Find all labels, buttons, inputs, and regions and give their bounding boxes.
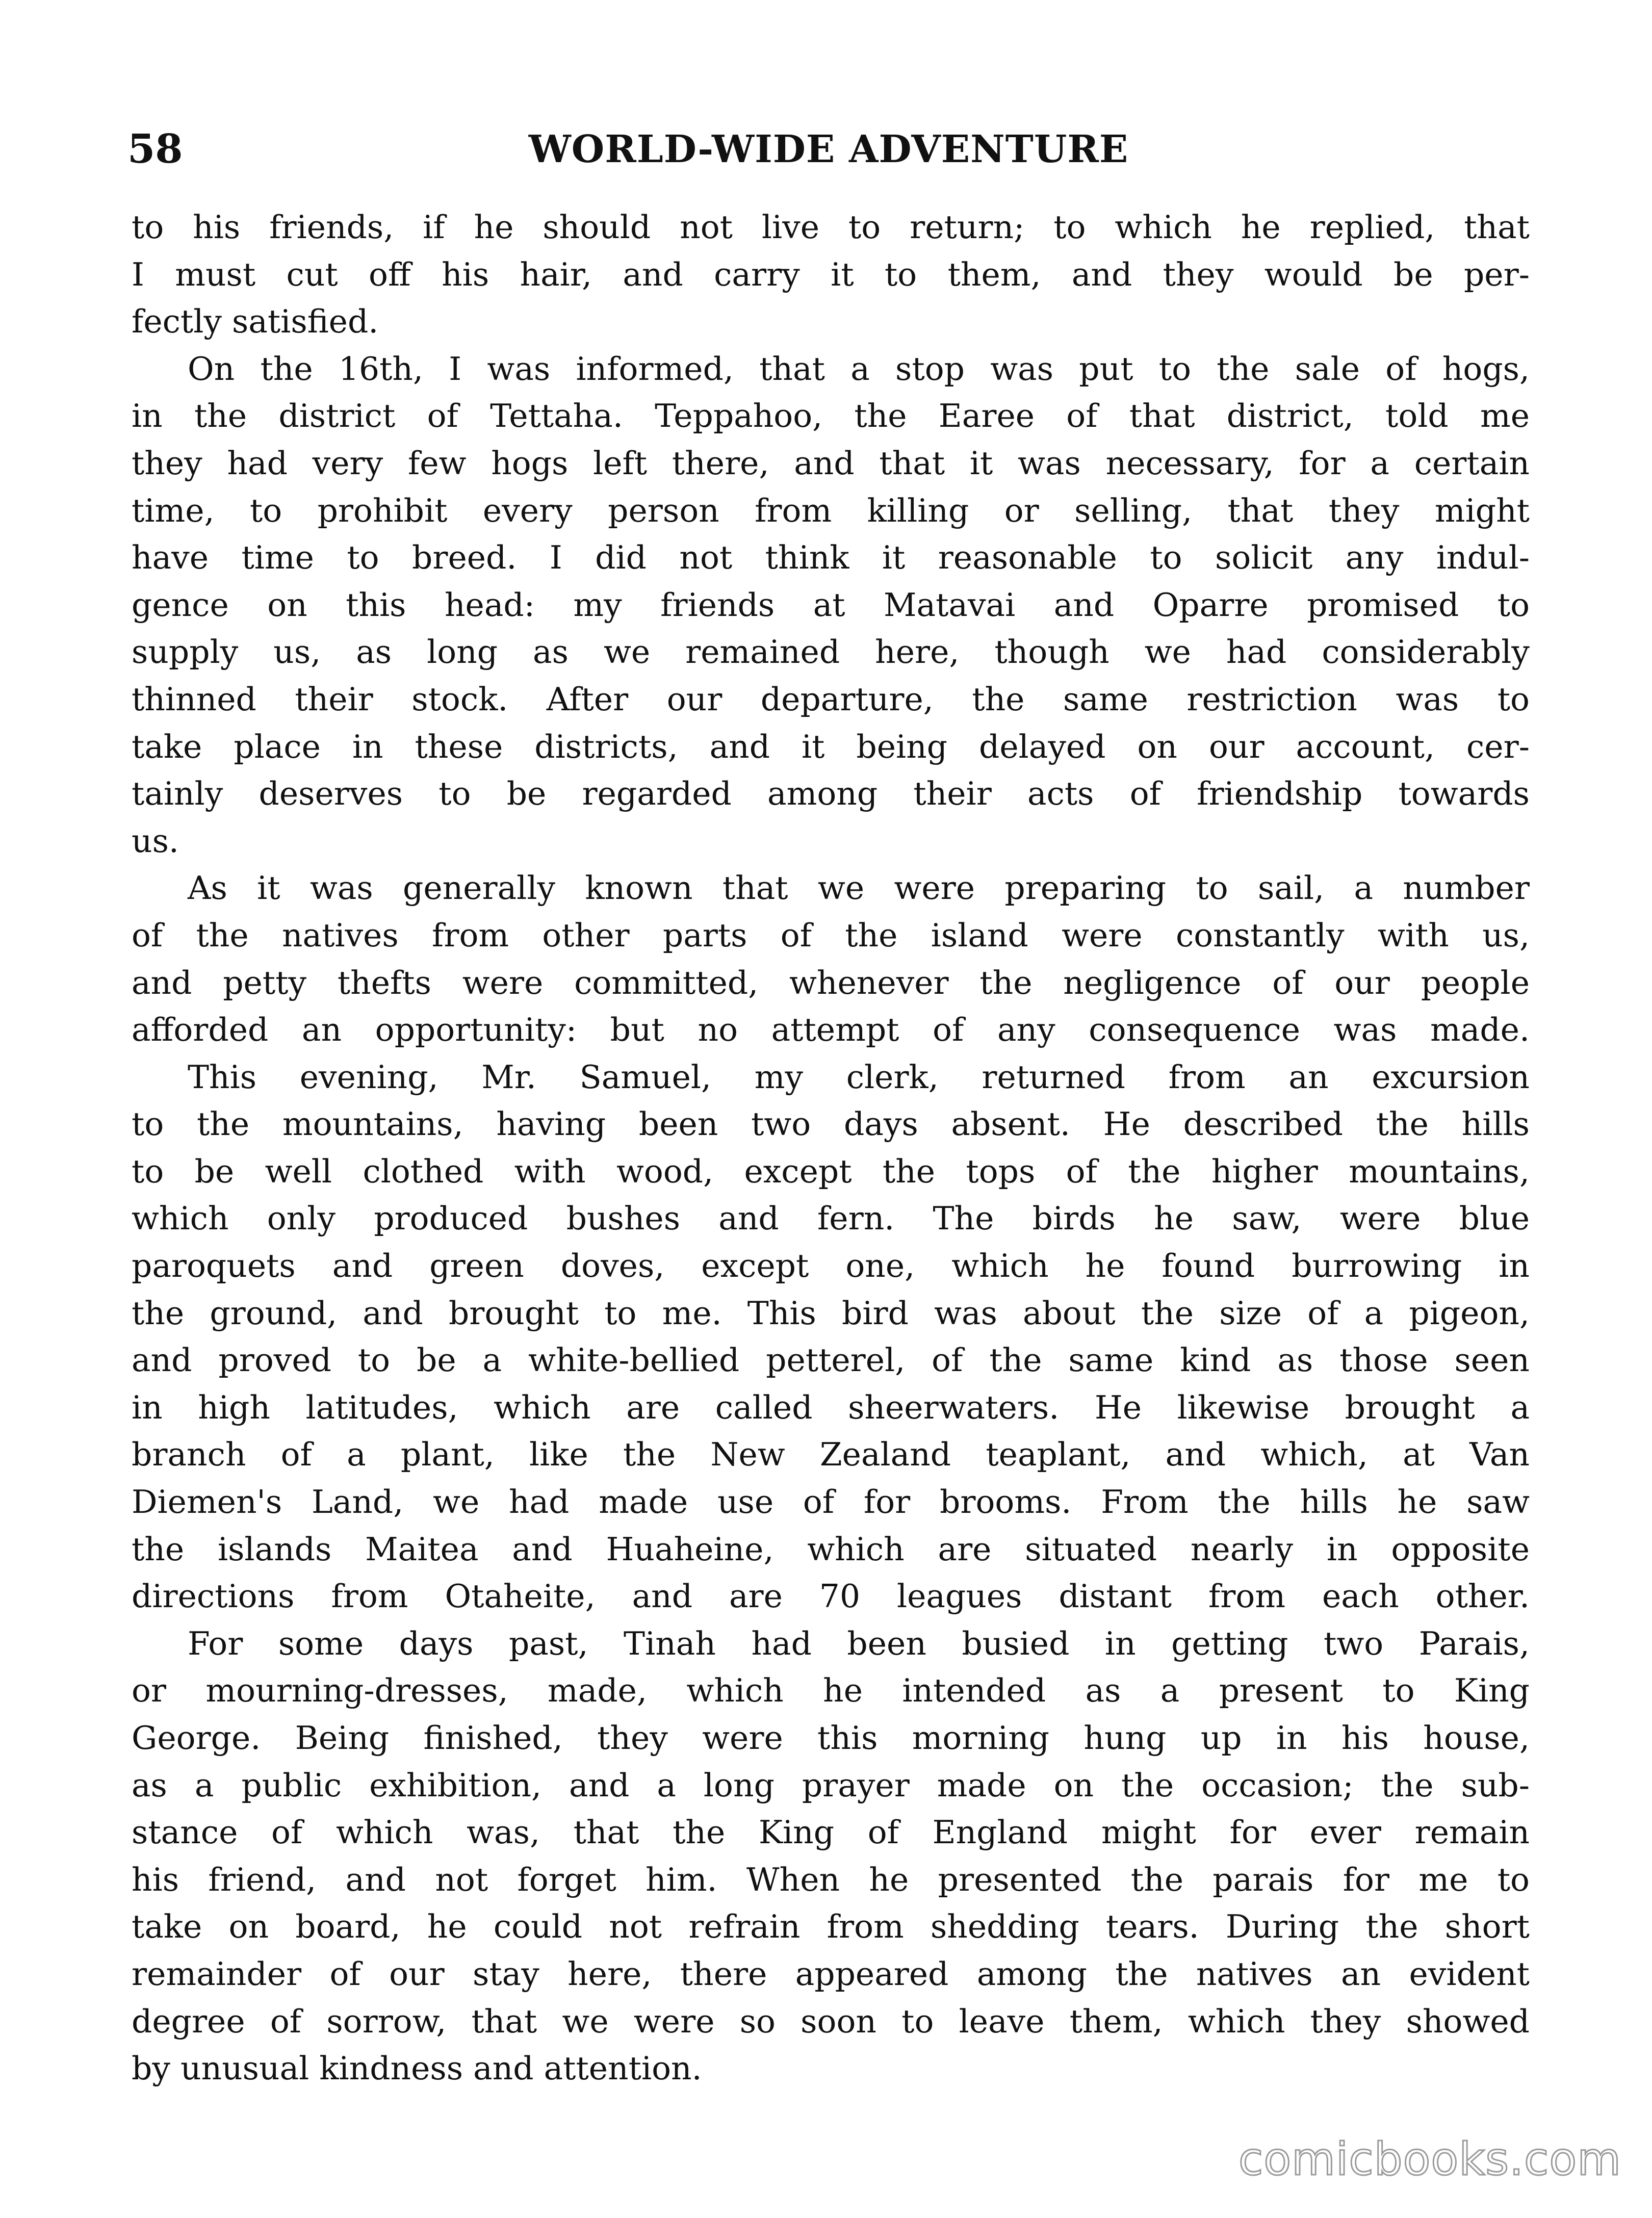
paragraph-hogs — [132, 346, 1530, 865]
text-line: to be well clothed with wood, except the tops of the higher mountains, — [132, 1152, 1530, 1190]
text-line: or mourning-dresses, made, which he intended as a present to King — [132, 1672, 1530, 1710]
text-line: as a public exhibition, and a long prayer made on the occasion; the sub- — [132, 1766, 1530, 1804]
paragraph-continuation — [132, 204, 1530, 346]
text-line: degree of sorrow, that we were so soon to leave them, which they showed — [132, 2002, 1530, 2040]
text-line: For some days past, Tinah had been busied in getting two Parais, — [188, 1624, 1530, 1662]
text-line: of the natives from other parts of the island were constantly with us, — [132, 916, 1530, 954]
text-line: George. Being finished, they were this morning hung up in his house, — [132, 1719, 1530, 1757]
page-header — [127, 121, 1530, 183]
text-line: the islands Maitea and Huaheine, which are situated nearly in opposite — [132, 1530, 1530, 1568]
text-line: his friend, and not forget him. When he presented the parais for me to — [132, 1861, 1530, 1898]
text-line: in high latitudes, which are called sheerwaters. He likewise brought a — [132, 1388, 1530, 1426]
text-line: and proved to be a white-bellied petterel, of the same kind as those seen — [132, 1342, 1530, 1379]
text-line: gence on this head: my friends at Matavai and Oparre promised to — [132, 586, 1530, 624]
text-line: by unusual kindness and attention. — [132, 2050, 702, 2087]
text-line: On the 16th, I was informed, that a stop was put to the sale of hogs, — [188, 350, 1530, 388]
paragraph-parais — [132, 1620, 1530, 2093]
text-line: time, to prohibit every person from killing or selling, that they might — [132, 492, 1530, 529]
text-line: directions from Otaheite, and are 70 leagues distant from each other. — [132, 1578, 1530, 1615]
paragraph-excursion — [132, 1054, 1530, 1620]
text-line: supply us, as long as we remained here, though we had considerably — [132, 633, 1530, 671]
page-number: 58 — [127, 126, 183, 172]
text-line: Diemen's Land, we had made use of for brooms. From the hills he saw — [132, 1483, 1530, 1521]
text-line: to the mountains, having been two days absent. He described the hills — [132, 1105, 1530, 1143]
text-line: they had very few hogs left there, and that it was necessary, for a certain — [132, 444, 1530, 482]
text-line: the ground, and brought to me. This bird was about the size of a pigeon, — [132, 1294, 1530, 1332]
text-line: I must cut off his hair, and carry it to them, and they would be per- — [132, 255, 1530, 293]
text-line: fectly satisfied. — [132, 303, 379, 341]
text-line: us. — [132, 822, 179, 860]
body-text — [132, 204, 1530, 2093]
text-line: take place in these districts, and it being delayed on our account, cer- — [132, 728, 1530, 765]
text-line: This evening, Mr. Samuel, my clerk, returned from an excursion — [188, 1058, 1530, 1096]
text-line: afforded an opportunity: but no attempt of any consequence was made. — [132, 1011, 1530, 1049]
text-line: As it was generally known that we were preparing to sail, a number — [188, 869, 1530, 907]
text-line: paroquets and green doves, except one, which he found burrowing in — [132, 1247, 1530, 1285]
running-head: WORLD-WIDE ADVENTURE — [528, 127, 1129, 171]
text-line: take on board, he could not refrain from shedding tears. During the short — [132, 1908, 1530, 1946]
text-line: branch of a plant, like the New Zealand teaplant, and which, at Van — [132, 1436, 1530, 1474]
text-line: have time to breed. I did not think it reasonable to solicit any indul- — [132, 539, 1530, 577]
text-line: remainder of our stay here, there appeared among the natives an evident — [132, 1955, 1530, 1993]
text-line: and petty thefts were committed, whenever the negligence of our people — [132, 964, 1530, 1001]
text-line: in the district of Tettaha. Teppahoo, the Earee of that district, told me — [132, 397, 1530, 435]
text-line: to his friends, if he should not live to return; to which he replied, that — [132, 209, 1530, 246]
text-line: thinned their stock. After our departure, the same restriction was to — [132, 680, 1530, 718]
text-line: tainly deserves to be regarded among their acts of friendship towards — [132, 775, 1530, 813]
text-line: which only produced bushes and fern. The birds he saw, were blue — [132, 1200, 1530, 1237]
paragraph-thefts — [132, 865, 1530, 1053]
text-line: stance of which was, that the King of England might for ever remain — [132, 1814, 1530, 1851]
watermark: comicbooks.com — [1238, 2133, 1621, 2185]
